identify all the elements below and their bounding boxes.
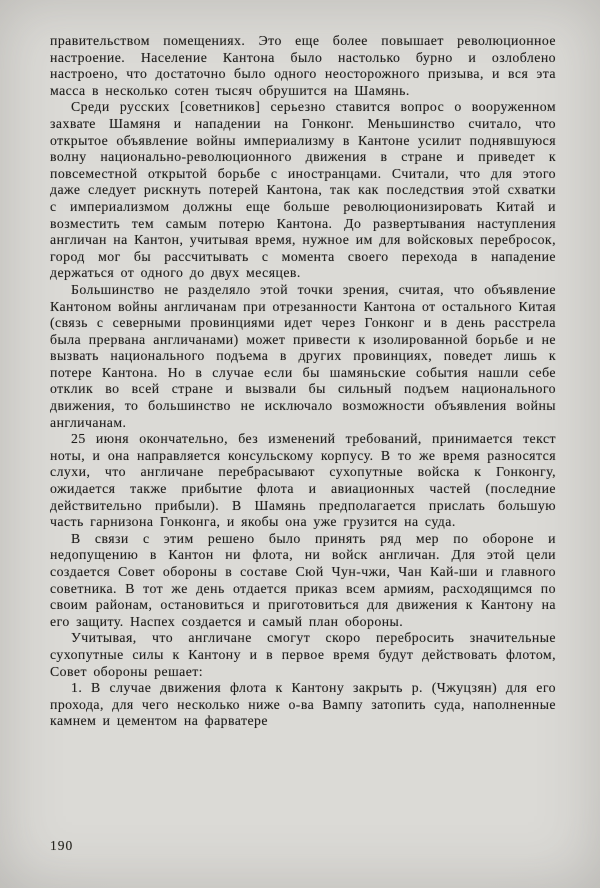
paragraph: В связи с этим решено было принять ряд мер по обороне и недопущению в Кантон ни флота, ни войск англичан. Для этой цели создается Совет обороны в составе Сюй Чун-чжи, Чан Кай-ши и главного советника. В тот же день отдается приказ всем армиям, расходящимся по своим районам, остановиться и приготовиться для движения к Кантону на его защиту. Наспех создается и самый план обороны. bbox=[50, 530, 556, 629]
page-text bbox=[50, 33, 556, 730]
page-number: 190 bbox=[50, 838, 74, 853]
paragraph: Большинство не разделяло этой точки зрения, считая, что объявление Кантоном войны англичанам при отрезанности Кантона от остального Китая (связь с северными провинциями идет через Гонконг и в день расстрела была прервана англичанами) может привести к изолированной борьбе и не вызвать национального подъема в других провинциях, поведет лишь к потере Кантона. Но в случае если бы шамяньские события нашли себе отклик во всей стране и вызвали бы сильный подъем национального движения, то большинство не исключало возможности объявления войны англичанам. bbox=[50, 281, 556, 430]
paragraph: Среди русских [советников] серьезно ставится вопрос о вооруженном захвате Шамяня и нападении на Гонконг. Меньшинство считало, что открытое объявление войны империализму в Кантоне усилит поднявшуюся волну национально-революционного движения в стране и приведет к повсеместной открытой борьбе с иностранцами. Считали, что для этого даже следует рискнуть потерей Кантона, так как последствия этой схватки с империализмом должны еще больше революционизировать Китай и возместить тем самым потерю Кантона. До развертывания наступления англичан на Кантон, учитывая время, нужное им для войсковых перебросок, город мог бы рассчитывать с момента своего перехода в нападение держаться от одного до двух месяцев. bbox=[50, 99, 556, 281]
paragraph: 25 июня окончательно, без изменений требований, принимается текст ноты, и она направляется консульскому корпусу. В то же время разносятся слухи, что англичане перебрасывают сухопутные войска к Гонконгу, ожидается также прибытие флота и авиационных частей (последние действительно прибыли). В Шамянь предполагается прислать большую часть гарнизона Гонконга, и якобы она уже грузится на суда. bbox=[50, 431, 556, 530]
paragraph: Учитывая, что англичане смогут скоро перебросить значительные сухопутные силы к Кантону и в первое время будут действовать флотом, Совет обороны решает: bbox=[50, 630, 556, 679]
paragraph: 1. В случае движения флота к Кантону закрыть р. (Чжуцзян) для его прохода, для чего несколько ниже о-ва Вампу затопить суда, наполненные камнем и цементом на фарватере bbox=[50, 680, 556, 729]
paragraph: правительством помещениях. Это еще более повышает революционное настроение. Население Кантона было настолько бурно и озлоблено настроено, что достаточно было одного неосторожного призыва, и вся эта масса в несколько сотен тысяч обрушится на Шамянь. bbox=[50, 33, 556, 98]
